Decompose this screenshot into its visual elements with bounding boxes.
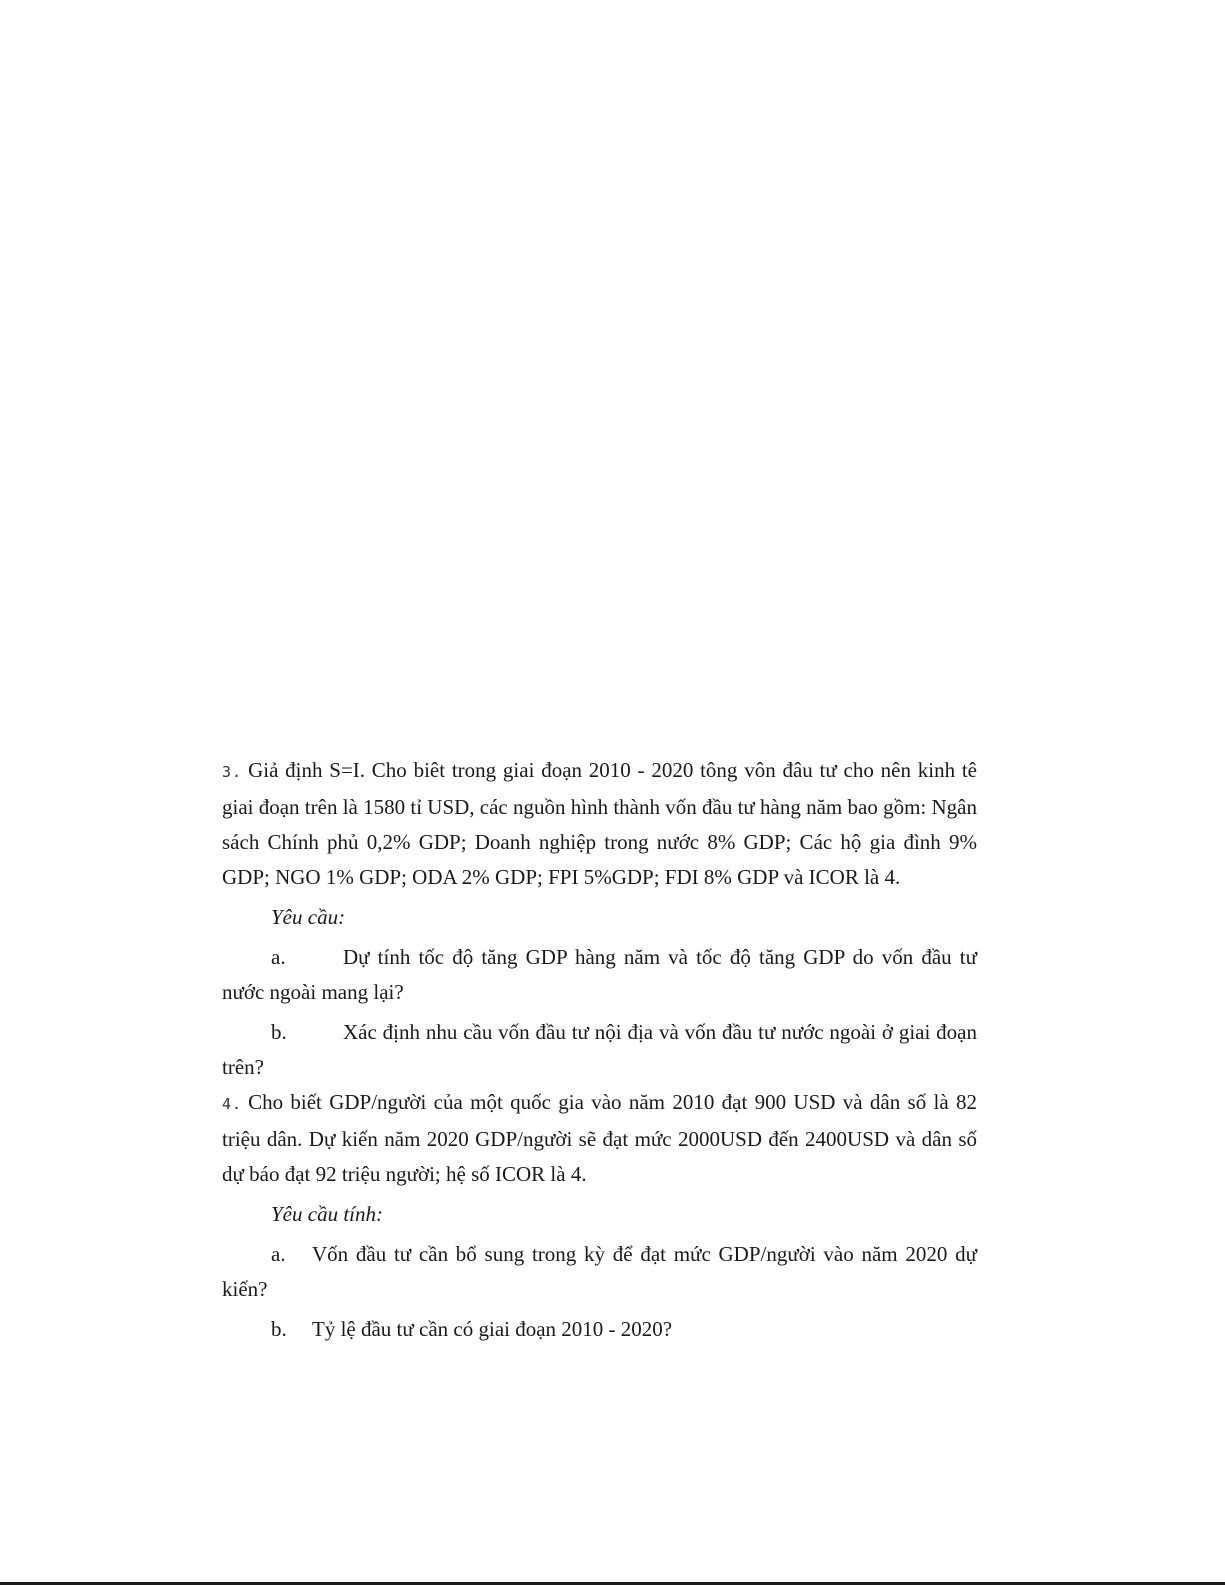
- document-body: [222, 753, 977, 1347]
- problem-4-paragraph: [222, 1085, 977, 1192]
- problem-3-item-b-label: b.: [271, 1020, 287, 1044]
- problem-4-requirement-label: Yêu cầu tính:: [271, 1202, 383, 1226]
- problem-4-item-a-text: Vốn đầu tư cần bổ sung trong kỳ để đạt mức GDP/người vào năm 2020 dự kiến?: [222, 1242, 977, 1301]
- problem-3-item-a: [222, 940, 977, 1010]
- problem-4-text: Cho biết GDP/người của một quốc gia vào năm 2010 đạt 900 USD và dân số là 82 triệu dân. Dự kiến năm 2020 GDP/người sẽ đạt mức 2000USD đến 2400USD và dân số dự báo đạt 92 triệu người; hệ số ICOR là 4.: [222, 1090, 977, 1186]
- problem-3-paragraph: [222, 753, 977, 895]
- problem-4-item-b-text: Tỷ lệ đầu tư cần có giai đoạn 2010 - 2020?: [312, 1317, 673, 1341]
- problem-4-item-a-label: a.: [271, 1242, 286, 1266]
- problem-4-item-b-label: b.: [271, 1317, 287, 1341]
- problem-3-item-b: [222, 1015, 977, 1085]
- problem-3-item-b-text: Xác định nhu cầu vốn đầu tư nội địa và vốn đầu tư nước ngoài ở giai đoạn trên?: [222, 1020, 977, 1079]
- problem-3-text: Giả định S=I. Cho biêt trong giai đoạn 2010 - 2020 tông vôn đâu tư cho nên kinh tê giai đoạn trên là 1580 tỉ USD, các nguồn hình thành vốn đầu tư hàng năm bao gồm: Ngân sách Chính phủ 0,2% GDP; Doanh nghiệp trong nước 8% GDP; Các hộ gia đình 9% GDP; NGO 1% GDP; ODA 2% GDP; FPI 5%GDP; FDI 8% GDP và ICOR là 4.: [222, 758, 977, 889]
- problem-3-requirement-label: Yêu cầu:: [271, 905, 346, 929]
- problem-4-item-a: [222, 1237, 977, 1307]
- problem-3-item-a-text: Dự tính tốc độ tăng GDP hàng năm và tốc độ tăng GDP do vốn đầu tư nước ngoài mang lại?: [222, 945, 977, 1004]
- problem-3-item-a-label: a.: [271, 945, 286, 969]
- problem-4-number: 4.: [222, 1095, 243, 1113]
- problem-3-number: 3.: [222, 763, 243, 781]
- problem-4-item-b: [222, 1312, 977, 1347]
